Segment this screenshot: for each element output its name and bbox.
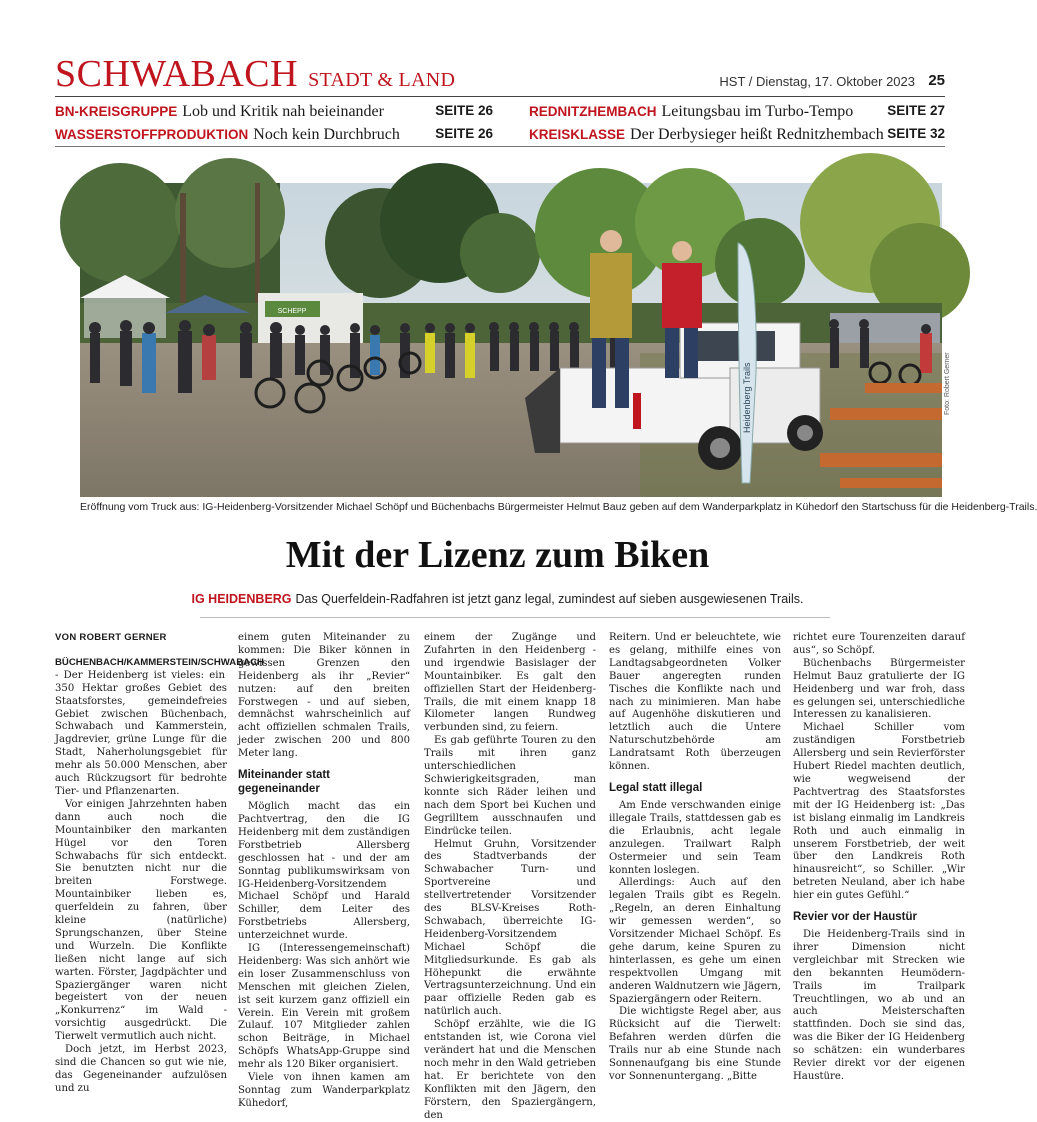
article-paragraph: Möglich macht das ein Pachtvertrag, den die IG Heidenberg mit dem zuständigen Forstbetrieb Allersberg geschlossen hat - und der am Sonntag publikumswirksam von IG-Heidenberg-Vorsitzendem Michael Schöpf und Harald Schiller, dem Leiter des Forstbetriebs Allersberg, unterzeichnet wurde.: [238, 801, 410, 942]
article-headline: Mit der Lizenz zum Biken: [285, 534, 710, 576]
issue-info: HST / Dienstag, 17. Oktober 2023: [719, 74, 915, 89]
article-paragraph: Die wichtigste Regel aber, aus Rücksicht auf die Tierwelt: Befahren werden dürfen die Trails nur ab eine Stunde nach Sonnenaufgang bis eine Stunde vor Sonnenuntergang. „Bitte: [609, 1006, 781, 1082]
subheading: Revier vor der Haustür: [793, 911, 917, 924]
banner-text: Heidenberg Trails: [742, 362, 752, 433]
subheading: Miteinander statt gegeneinander: [238, 769, 331, 796]
article-paragraph: Reitern. Und er beleuchtete, wie es gelang, mithilfe eines von Landtagsabgeordneten Volker Bauer angeregten runden Tisches die Konflikte nach und nach zu minimieren. Man habe auf Augenhöhe diskutieren und letztlich auch die Untere Naturschutzbehörde am Landratsamt Roth überzeugen können.: [609, 632, 781, 773]
article-dateline: BÜCHENBACH/KAMMERSTEIN/SCHWABACH: [55, 656, 264, 668]
article-kicker: IG HEIDENBERG: [191, 592, 292, 606]
article-subline-text: Das Querfeldein-Radfahren ist jetzt ganz legal, zumindest auf sieben ausgewiesenen Trails.: [295, 592, 804, 606]
teaser-rule: [55, 146, 945, 147]
article-paragraph: Schöpf erzählte, wie die IG entstanden ist, wie Corona viel verändert hat und die Menschen noch mehr in den Wald getrieben hat. Er berichtete von den Konflikten mit den Jägern, den Förstern, den Spaziergängern, den: [424, 1019, 596, 1121]
teaser-page: SEITE 27: [887, 103, 945, 118]
article-column-5: [793, 632, 965, 1084]
photo-credit: Foto: Robert Gerner: [944, 352, 951, 415]
section-title-sub: STADT & LAND: [308, 69, 456, 91]
section-title-main: SCHWABACH: [55, 53, 299, 95]
headline-rule: [200, 617, 830, 618]
article-column-1: [55, 632, 264, 1096]
article-paragraph: Allerdings: Auch auf den legalen Trails gibt es Regeln. „Regeln, an deren Einhaltung wir gemessen werden“, so Vorsitzender Michael Schöpf. Es gehe darum, keine Spuren zu hinterlassen, es gehe um einen respektvollen Umgang mit anderen Waldnutzern wie Jägern, Spaziergängern oder Reitern.: [609, 877, 781, 1005]
photo-illustration: [80, 183, 942, 497]
article-paragraph: Michael Schiller vom zuständigen Forstbetrieb Allersberg und sein Revierförster Hubert Riedel machten deutlich, wie wegweisend der Pachtvertrag des Staatsforstes mit der IG Heidenberg ist: „Das ist bislang einmalig im Landkreis Roth und auch einmalig in unserem Forstbetrieb, der weit über den Landkreis Roth hinausreicht“, so Schiller. „Wir betreten Neuland, aber ich habe hier ein gutes Gefühl.“: [793, 722, 965, 902]
article-column-2: [238, 632, 410, 1111]
teaser-kicker: WASSERSTOFFPRODUKTION: [55, 127, 249, 142]
subheading: Legal statt illegal: [609, 781, 703, 794]
section-title: [55, 52, 455, 96]
article-paragraph: [55, 656, 264, 799]
article-paragraph: Doch jetzt, im Herbst 2023, sind die Chancen so gut wie nie, das Gegeneinander aufzulösen und zu: [55, 1044, 227, 1094]
article-column-3: [424, 632, 596, 1122]
article-paragraph: Es gab geführte Touren zu den Trails mit ihren ganz unterschiedlichen Schwierigkeitsgraden, man konnte sich Räder leihen und nach dem Sport bei Kuchen und Gegrilltem ausschnaufen und Eindrücke teilen.: [424, 735, 596, 837]
article-paragraph: IG (Interessengemeinschaft) Heidenberg: Was sich anhört wie ein loser Zusammenschluss von Menschen mit gleichen Zielen, ist seit kurzem ganz offiziell ein Verein. Ein Verein mit großem Zulauf. 107 Mitglieder zahlen schon Beiträge, in Michael Schöpfs WhatsApp-Gruppe sind mehr als 120 Biker organisiert.: [238, 943, 410, 1071]
photo-caption: Eröffnung vom Truck aus: IG-Heidenberg-Vorsitzender Michael Schöpf und Büchenbachs Bürgermeister Helmut Bauz geben auf dem Wanderparkplatz in Kühedorf den Startschuss für die Heidenberg-Trails.: [80, 501, 1037, 513]
trailer-label: SCHEPP: [277, 308, 307, 315]
teaser-headline: Der Derbysieger heißt Rednitzhembach: [630, 126, 884, 143]
masthead-rule: [55, 96, 945, 97]
article-byline: VON ROBERT GERNER: [55, 632, 167, 643]
teaser-page: SEITE 26: [435, 103, 493, 118]
article-paragraph: Viele von ihnen kamen am Sonntag zum Wanderparkplatz Kühedorf,: [238, 1072, 410, 1109]
teaser-bar: [55, 100, 945, 146]
masthead: [55, 52, 945, 95]
teaser-kicker: BN-KREISGRUPPE: [55, 104, 178, 119]
article-paragraph: Die Heidenberg-Trails sind in ihrer Dimension nicht vergleichbar mit Strecken wie den bekannten Heumödern-Trails im Trailpark Treuchtlingen, wo ab und an auch Meisterschaften stattfinden. Doch sie sind das, was die Biker der IG Heidenberg so schätzen: ein wunderbares Revier direkt vor der eigenen Haustüre.: [793, 929, 965, 1082]
page-number: 25: [928, 72, 945, 89]
teaser-item[interactable]: [529, 123, 945, 145]
teaser-page: SEITE 32: [887, 126, 945, 141]
article-paragraph: Helmut Gruhn, Vorsitzender des Stadtverbands der Schwabacher Turn- und Sportvereine und stellvertretender Vorsitzender des BLSV-Kreises Roth-Schwabach, überreichte IG-Heidenberg-Vorsitzendem Michael Schöpf die Mitgliedsurkunde. Es gab als Höhepunkt die erwähnte Vertragsunterzeichnung. Und ein paar offizielle Reden gab es natürlich auch.: [424, 838, 596, 1018]
article-subline: [0, 592, 995, 606]
teaser-headline: Leitungsbau im Turbo-Tempo: [661, 103, 854, 120]
article-paragraph: Büchenbachs Bürgermeister Helmut Bauz gratulierte der IG Heidenberg und war froh, dass es gelungen sei, unterschiedliche Interessen zu kanalisieren.: [793, 657, 965, 721]
teaser-kicker: REDNITZHEMBACH: [529, 104, 657, 119]
teaser-headline: Lob und Kritik nah beieinander: [182, 103, 384, 120]
teaser-item[interactable]: [55, 100, 493, 122]
teaser-kicker: KREISKLASSE: [529, 127, 626, 142]
article-paragraph: einem der Zugänge und Zufahrten in den Heidenberg - und irgendwie Basislager der Mountainbiker. Es galt den offiziellen Start der Heidenberg-Trails, die mit einem knapp 18 Kilometer langen Rundweg verbunden sind, zu feiern.: [424, 632, 596, 734]
article-paragraph: richtet eure Tourenzeiten darauf aus“, so Schöpf.: [793, 632, 965, 656]
article-paragraph: Vor einigen Jahrzehnten haben dann auch noch die Mountainbiker den markanten Hügel vor den Toren Schwabachs für sich entdeckt. Sie benutzten nicht nur die breiten Forstwege. Mountainbiker lieben es, querfeldein zu fahren, über kleine (natürliche) Sprungschanzen, über Steine und Wurzeln. Die Konflikte ließen nicht lange auf sich warten. Förster, Jagdpächter und Spaziergänger waren nicht begeistert von der neuen „Konkurrenz“ im Wald - vorsichtig ausgedrückt. Die Tierwelt vermutlich auch nicht.: [55, 798, 227, 1043]
article-photo: [80, 183, 942, 497]
teaser-item[interactable]: [55, 123, 493, 145]
teaser-item[interactable]: [529, 100, 945, 122]
article-column-4: [609, 632, 781, 1084]
paragraph-text: - Der Heidenberg ist vieles: ein 350 Hektar großes Gebiet des Staatsforstes, gemeindefreies Gebiet zwischen Büchenbach, Schwabach und Kammerstein, Jagdrevier, grüne Lunge für die Stadt, Naherholungsgebiet für mehr als 50.000 Menschen, aber auch Rückzugsort für bedrohte Tier- und Pflanzenarten.: [55, 669, 227, 797]
teaser-page: SEITE 26: [435, 126, 493, 141]
article-paragraph: einem guten Miteinander zu kommen: Die Biker können in gewissen Grenzen den Heidenberg als ihr „Revier“ nutzen: auf den breiten Forstwegen - und auf sieben, demnächst wahrscheinlich auf acht offiziellen schmalen Trails, jeder zwischen 200 und 800 Meter lang.: [238, 632, 410, 760]
article-paragraph: Am Ende verschwanden einige illegale Trails, stattdessen gab es die Erlaubnis, acht legale anzulegen. Trailwart Ralph Ostermeier und sein Team konnten loslegen.: [609, 799, 781, 876]
teaser-headline: Noch kein Durchbruch: [253, 126, 400, 143]
